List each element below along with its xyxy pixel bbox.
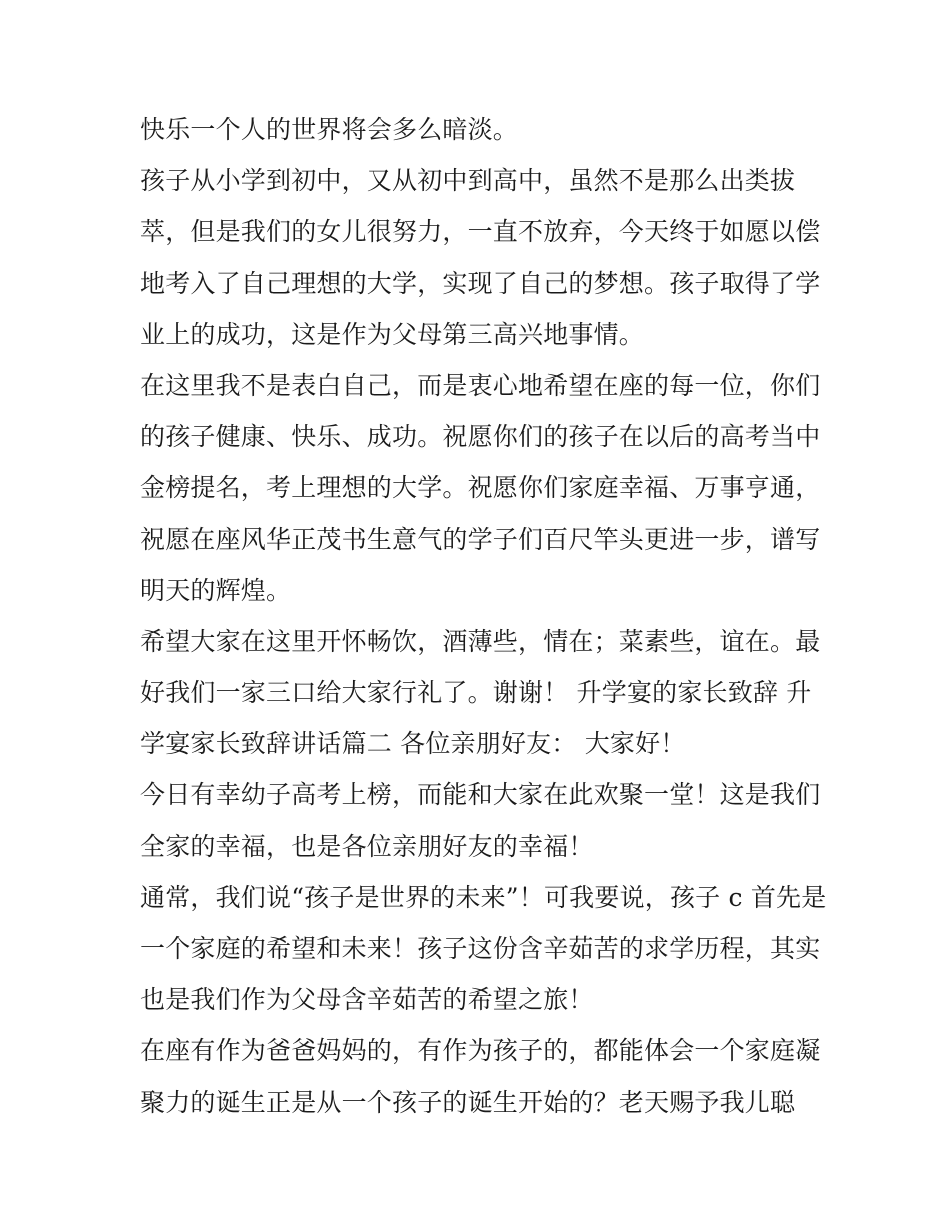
text-line: 聚力的诞生正是从一个孩子的诞生开始的？老天赐予我儿聪: [140, 1087, 796, 1117]
text-line: 业上的成功，这是作为父母第三高兴地事情。: [140, 319, 645, 349]
text-line: 明天的辉煌。: [140, 575, 292, 605]
text-line: 也是我们作为父母含辛茹苦的希望之旅！: [140, 985, 594, 1015]
text-line: 金榜提名，考上理想的大学。祝愿你们家庭幸福、万事亨通，: [140, 473, 821, 503]
text-line: 祝愿在座风华正茂书生意气的学子们百尺竿头更进一步，谱写: [140, 524, 821, 554]
text-line: 地考入了自己理想的大学，实现了自己的梦想。孩子取得了学: [140, 268, 821, 298]
text-line: 通常，我们说“孩子是世界的未来”！可我要说，孩子 c 首先是: [140, 882, 827, 912]
body-text: [140, 104, 827, 1128]
text-line: 好我们一家三口给大家行礼了。谢谢！ 升学宴的家长致辞 升: [140, 678, 812, 708]
text-line: 一个家庭的希望和未来！孩子这份含辛茹苦的求学历程，其实: [140, 934, 821, 963]
text-line: 萃，但是我们的女儿很努力，一直不放弃，今天终于如愿以偿: [140, 217, 821, 247]
text-line: 孩子从小学到初中，又从初中到高中，虽然不是那么出类拔: [140, 166, 796, 196]
text-line: 在这里我不是表白自己，而是衷心地希望在座的每一位，你们: [140, 370, 821, 400]
text-line: 全家的幸福，也是各位亲朋好友的幸福！: [140, 831, 594, 861]
text-line: 快乐一个人的世界将会多么暗淡。: [140, 115, 519, 144]
text-line: 在座有作为爸爸妈妈的，有作为孩子的，都能体会一个家庭凝: [140, 1036, 821, 1066]
text-line: 今日有幸幼子高考上榜，而能和大家在此欢聚一堂！这是我们: [140, 780, 821, 810]
text-line: 学宴家长致辞讲话篇二 各位亲朋好友： 大家好！: [140, 729, 686, 759]
text-line: 的孩子健康、快乐、成功。祝愿你们的孩子在以后的高考当中: [140, 422, 821, 452]
text-line: 希望大家在这里开怀畅饮，酒薄些，情在；菜素些，谊在。最: [140, 626, 821, 656]
